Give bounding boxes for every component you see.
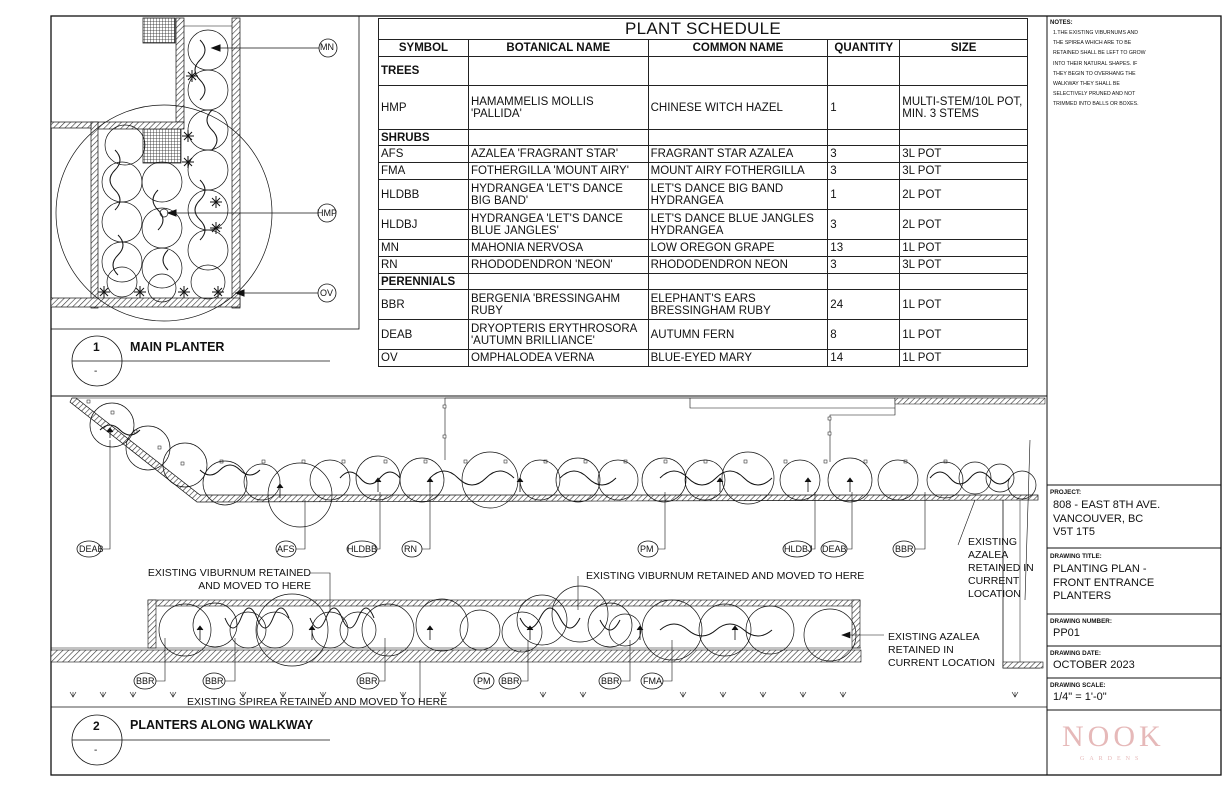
- schedule-cell-botanical: FOTHERGILLA 'MOUNT AIRY': [468, 163, 648, 180]
- schedule-section-row: [379, 130, 1028, 146]
- notes-title: NOTES:: [1050, 20, 1073, 26]
- plant-schedule-table: [378, 18, 1028, 367]
- schedule-cell-size: 2L POT: [900, 180, 1028, 210]
- plant-schedule-title: PLANT SCHEDULE: [379, 19, 1028, 40]
- schedule-cell-quantity: 3: [828, 146, 900, 163]
- drawing-title-label: DRAWING TITLE:: [1050, 553, 1102, 560]
- tag-pm-2: PM: [477, 676, 491, 686]
- nook-logo: NOOK: [1062, 720, 1165, 753]
- schedule-cell-symbol: OV: [379, 350, 469, 367]
- schedule-row: [379, 257, 1028, 274]
- schedule-empty-cell: [468, 57, 648, 86]
- tag-pm-1: PM: [640, 544, 654, 554]
- schedule-cell-size: 3L POT: [900, 257, 1028, 274]
- col-symbol: SYMBOL: [379, 40, 469, 57]
- drawing-date-label: DRAWING DATE:: [1050, 650, 1101, 657]
- schedule-cell-common: LET'S DANCE BIG BAND HYDRANGEA: [648, 180, 828, 210]
- tag-fma: FMA: [643, 676, 662, 686]
- schedule-empty-cell: [828, 130, 900, 146]
- schedule-empty-cell: [828, 57, 900, 86]
- project-label: PROJECT:: [1050, 489, 1082, 496]
- schedule-section-row: [379, 274, 1028, 290]
- schedule-cell-common: LOW OREGON GRAPE: [648, 240, 828, 257]
- drawing-date-value: OCTOBER 2023: [1053, 659, 1135, 671]
- callout-spirea: EXISTING SPIREA RETAINED AND MOVED TO HERE: [187, 696, 448, 708]
- detail1-number: 1: [93, 340, 100, 354]
- schedule-cell-common: RHODODENDRON NEON: [648, 257, 828, 274]
- schedule-cell-size: 3L POT: [900, 163, 1028, 180]
- schedule-cell-botanical: BERGENIA 'BRESSINGAHM RUBY: [468, 290, 648, 320]
- main-planter-plan: [51, 18, 337, 321]
- tag-rn: RN: [404, 544, 417, 554]
- schedule-cell-common: CHINESE WITCH HAZEL: [648, 86, 828, 130]
- schedule-empty-cell: [900, 274, 1028, 290]
- schedule-cell-symbol: DEAB: [379, 320, 469, 350]
- schedule-cell-symbol: RN: [379, 257, 469, 274]
- nook-logo-sub: GARDENS: [1080, 756, 1144, 762]
- tag-hmp: HMP: [317, 208, 337, 218]
- project-value: 808 - EAST 8TH AVE. VANCOUVER, BC V5T 1T5: [1053, 499, 1161, 538]
- schedule-section-name: PERENNIALS: [379, 274, 469, 290]
- callout-azalea-right-bottom: EXISTING AZALEA RETAINED IN CURRENT LOCATION: [888, 631, 995, 669]
- schedule-cell-quantity: 3: [828, 257, 900, 274]
- schedule-cell-botanical: AZALEA 'FRAGRANT STAR': [468, 146, 648, 163]
- schedule-row: [379, 320, 1028, 350]
- fence-posts: [87, 400, 947, 465]
- tag-deab-2: DEAB: [822, 544, 847, 554]
- col-botanical: BOTANICAL NAME: [468, 40, 648, 57]
- schedule-cell-symbol: HLDBB: [379, 180, 469, 210]
- schedule-row: [379, 210, 1028, 240]
- schedule-row: [379, 163, 1028, 180]
- tag-bbr-5: BBR: [501, 676, 520, 686]
- schedule-empty-cell: [828, 274, 900, 290]
- schedule-cell-botanical: RHODODENDRON 'NEON': [468, 257, 648, 274]
- schedule-cell-quantity: 3: [828, 163, 900, 180]
- tag-hldbb: HLDBB: [347, 544, 378, 554]
- callout-viburnum-left: EXISTING VIBURNUM RETAINED AND MOVED TO HERE: [147, 567, 311, 592]
- schedule-cell-symbol: MN: [379, 240, 469, 257]
- schedule-section-name: SHRUBS: [379, 130, 469, 146]
- schedule-cell-common: BLUE-EYED MARY: [648, 350, 828, 367]
- schedule-cell-symbol: BBR: [379, 290, 469, 320]
- drawing-number-label: DRAWING NUMBER:: [1050, 618, 1112, 625]
- schedule-cell-common: AUTUMN FERN: [648, 320, 828, 350]
- tag-bbr-4: BBR: [359, 676, 378, 686]
- schedule-cell-quantity: 1: [828, 180, 900, 210]
- schedule-empty-cell: [468, 274, 648, 290]
- drawing-scale-label: DRAWING SCALE:: [1050, 682, 1106, 689]
- schedule-cell-botanical: HAMAMMELIS MOLLIS 'PALLIDA': [468, 86, 648, 130]
- schedule-empty-cell: [648, 57, 828, 86]
- col-quantity: QUANTITY: [828, 40, 900, 57]
- drawing-title-value: PLANTING PLAN - FRONT ENTRANCE PLANTERS: [1053, 563, 1155, 602]
- star-symbols: [98, 70, 224, 298]
- schedule-cell-symbol: HLDBJ: [379, 210, 469, 240]
- schedule-section-name: TREES: [379, 57, 469, 86]
- schedule-empty-cell: [648, 274, 828, 290]
- schedule-cell-botanical: HYDRANGEA 'LET'S DANCE BIG BAND': [468, 180, 648, 210]
- schedule-cell-quantity: 3: [828, 210, 900, 240]
- schedule-cell-size: 1L POT: [900, 240, 1028, 257]
- schedule-cell-size: 1L POT: [900, 350, 1028, 367]
- detail1-sub: -: [94, 366, 98, 377]
- tag-deab-1: DEAB: [79, 544, 104, 554]
- schedule-row: [379, 146, 1028, 163]
- schedule-cell-common: FRAGRANT STAR AZALEA: [648, 146, 828, 163]
- schedule-cell-size: MULTI-STEM/10L POT, MIN. 3 STEMS: [900, 86, 1028, 130]
- schedule-cell-common: LET'S DANCE BLUE JANGLES HYDRANGEA: [648, 210, 828, 240]
- schedule-empty-cell: [468, 130, 648, 146]
- col-size: SIZE: [900, 40, 1028, 57]
- callout-azalea-right-top: EXISTING AZALEA RETAINED IN CURRENT LOCATION: [968, 536, 1034, 600]
- notes-text: 1.THE EXISTING VIBURNUMS AND THE SPIREA WHICH ARE TO BE RETAINED SHALL BE LEFT TO GROW INTO THEIR NATURAL SHAPES. IF THEY BEGIN TO OVERHANG THE WALKWAY THEY SHALL BE SELECTIVELY PRUNED AND NOT TRIMMED INTO BALLS OR BOXES.: [1053, 30, 1146, 108]
- schedule-cell-size: 3L POT: [900, 146, 1028, 163]
- schedule-cell-common: ELEPHANT'S EARS BRESSINGHAM RUBY: [648, 290, 828, 320]
- schedule-cell-botanical: OMPHALODEA VERNA: [468, 350, 648, 367]
- detail2-sub: -: [94, 745, 98, 756]
- schedule-empty-cell: [900, 57, 1028, 86]
- schedule-cell-symbol: FMA: [379, 163, 469, 180]
- tag-afs: AFS: [277, 544, 295, 554]
- drawing-scale-value: 1/4" = 1'-0": [1053, 691, 1107, 703]
- tag-bbr-2: BBR: [136, 676, 155, 686]
- tag-bbr-1: BBR: [895, 544, 914, 554]
- schedule-cell-size: 1L POT: [900, 320, 1028, 350]
- schedule-row: [379, 180, 1028, 210]
- schedule-cell-quantity: 24: [828, 290, 900, 320]
- col-common: COMMON NAME: [648, 40, 828, 57]
- tag-bbr-6: BBR: [601, 676, 620, 686]
- tag-bbr-3: BBR: [205, 676, 224, 686]
- detail2-number: 2: [93, 719, 100, 733]
- schedule-cell-botanical: HYDRANGEA 'LET'S DANCE BLUE JANGLES': [468, 210, 648, 240]
- schedule-row: [379, 86, 1028, 130]
- tag-hldbj: HLDBJ: [784, 544, 813, 554]
- detail2-title: PLANTERS ALONG WALKWAY: [130, 718, 314, 732]
- schedule-row: [379, 240, 1028, 257]
- schedule-cell-quantity: 1: [828, 86, 900, 130]
- schedule-cell-quantity: 13: [828, 240, 900, 257]
- schedule-row: [379, 290, 1028, 320]
- schedule-empty-cell: [900, 130, 1028, 146]
- schedule-cell-size: 1L POT: [900, 290, 1028, 320]
- tag-mn: MN: [320, 42, 334, 52]
- schedule-cell-size: 2L POT: [900, 210, 1028, 240]
- schedule-cell-common: MOUNT AIRY FOTHERGILLA: [648, 163, 828, 180]
- schedule-cell-botanical: DRYOPTERIS ERYTHROSORA 'AUTUMN BRILLIANCE': [468, 320, 648, 350]
- schedule-cell-quantity: 8: [828, 320, 900, 350]
- callout-viburnum-center: EXISTING VIBURNUM RETAINED AND MOVED TO HERE: [586, 570, 865, 582]
- detail1-title: MAIN PLANTER: [130, 340, 225, 354]
- drawing-number-value: PP01: [1053, 627, 1080, 639]
- schedule-cell-quantity: 14: [828, 350, 900, 367]
- schedule-cell-symbol: AFS: [379, 146, 469, 163]
- schedule-section-row: [379, 57, 1028, 86]
- schedule-empty-cell: [648, 130, 828, 146]
- schedule-cell-symbol: HMP: [379, 86, 469, 130]
- tag-ov: OV: [320, 288, 334, 298]
- schedule-row: [379, 350, 1028, 367]
- schedule-cell-botanical: MAHONIA NERVOSA: [468, 240, 648, 257]
